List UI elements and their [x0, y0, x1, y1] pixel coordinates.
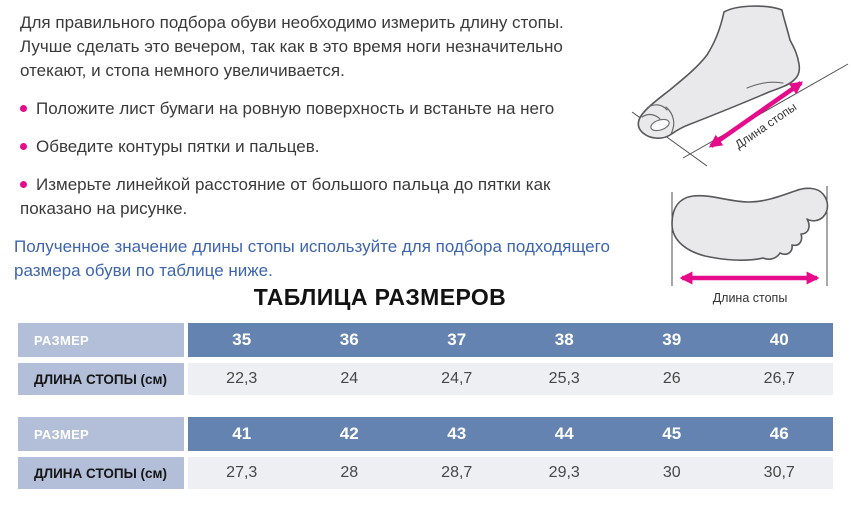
length-value: 28 — [296, 457, 404, 489]
instructions-block — [14, 11, 634, 283]
note-paragraph — [14, 235, 634, 283]
size-value: 42 — [296, 417, 404, 451]
table-data-row — [18, 457, 833, 489]
size-value: 43 — [403, 417, 511, 451]
note-line: размера обуви по таблице ниже. — [14, 261, 273, 280]
table-header-row — [18, 417, 833, 451]
intro-line: Для правильного подбора обуви необходимо измерить длину стопы. — [20, 13, 564, 32]
size-value: 41 — [188, 417, 296, 451]
length-value: 24 — [296, 363, 404, 395]
size-header-label: РАЗМЕР — [18, 323, 184, 357]
length-value: 30,7 — [726, 457, 834, 489]
size-header-label: РАЗМЕР — [18, 417, 184, 451]
length-value: 26,7 — [726, 363, 834, 395]
size-value: 36 — [296, 323, 404, 357]
length-value: 30 — [618, 457, 726, 489]
bullet-text: Обведите контуры пятки и пальцев. — [36, 137, 320, 156]
table-data-row — [18, 363, 833, 395]
length-value: 27,3 — [188, 457, 296, 489]
footprint-outline — [672, 188, 828, 260]
size-table-41-46 — [18, 417, 833, 489]
size-table-35-40 — [18, 323, 833, 395]
measure-label: Длина стопы — [732, 99, 800, 152]
bullet-text: Измерьте линейкой расстояние от большого пальца до пятки как — [36, 175, 551, 194]
length-value: 25,3 — [511, 363, 619, 395]
size-value: 35 — [188, 323, 296, 357]
table-header-row — [18, 323, 833, 357]
size-value: 44 — [511, 417, 619, 451]
length-value: 24,7 — [403, 363, 511, 395]
size-value: 38 — [511, 323, 619, 357]
bullet-list — [20, 97, 634, 221]
length-value: 22,3 — [188, 363, 296, 395]
bullet-item — [20, 97, 634, 121]
length-value: 29,3 — [511, 457, 619, 489]
foot-side-view-illustration — [631, 0, 851, 170]
bullet-item — [20, 135, 634, 159]
length-row-label: ДЛИНА СТОПЫ (см) — [18, 457, 184, 489]
length-value: 26 — [618, 363, 726, 395]
intro-line: отекают, и стопа немного увеличивается. — [20, 61, 345, 80]
bullet-dot-icon — [20, 105, 27, 112]
length-value: 28,7 — [403, 457, 511, 489]
length-row-label: ДЛИНА СТОПЫ (см) — [18, 363, 184, 395]
bullet-text: показано на рисунке. — [20, 199, 188, 218]
size-value: 46 — [726, 417, 834, 451]
intro-line: Лучше сделать это вечером, так как в это время ноги незначительно — [20, 37, 563, 56]
note-line: Полученное значение длины стопы используйте для подбора подходящего — [14, 237, 610, 256]
size-value: 39 — [618, 323, 726, 357]
size-table-title: ТАБЛИЦА РАЗМЕРОВ — [253, 284, 507, 310]
size-value: 40 — [726, 323, 834, 357]
bullet-dot-icon — [20, 143, 27, 150]
intro-paragraph — [20, 11, 634, 83]
bullet-text: Положите лист бумаги на ровную поверхность и встаньте на него — [36, 99, 555, 118]
size-value: 37 — [403, 323, 511, 357]
bullet-dot-icon — [20, 181, 27, 188]
bullet-item — [20, 173, 634, 221]
measure-label: Длина стопы — [712, 291, 788, 305]
size-value: 45 — [618, 417, 726, 451]
